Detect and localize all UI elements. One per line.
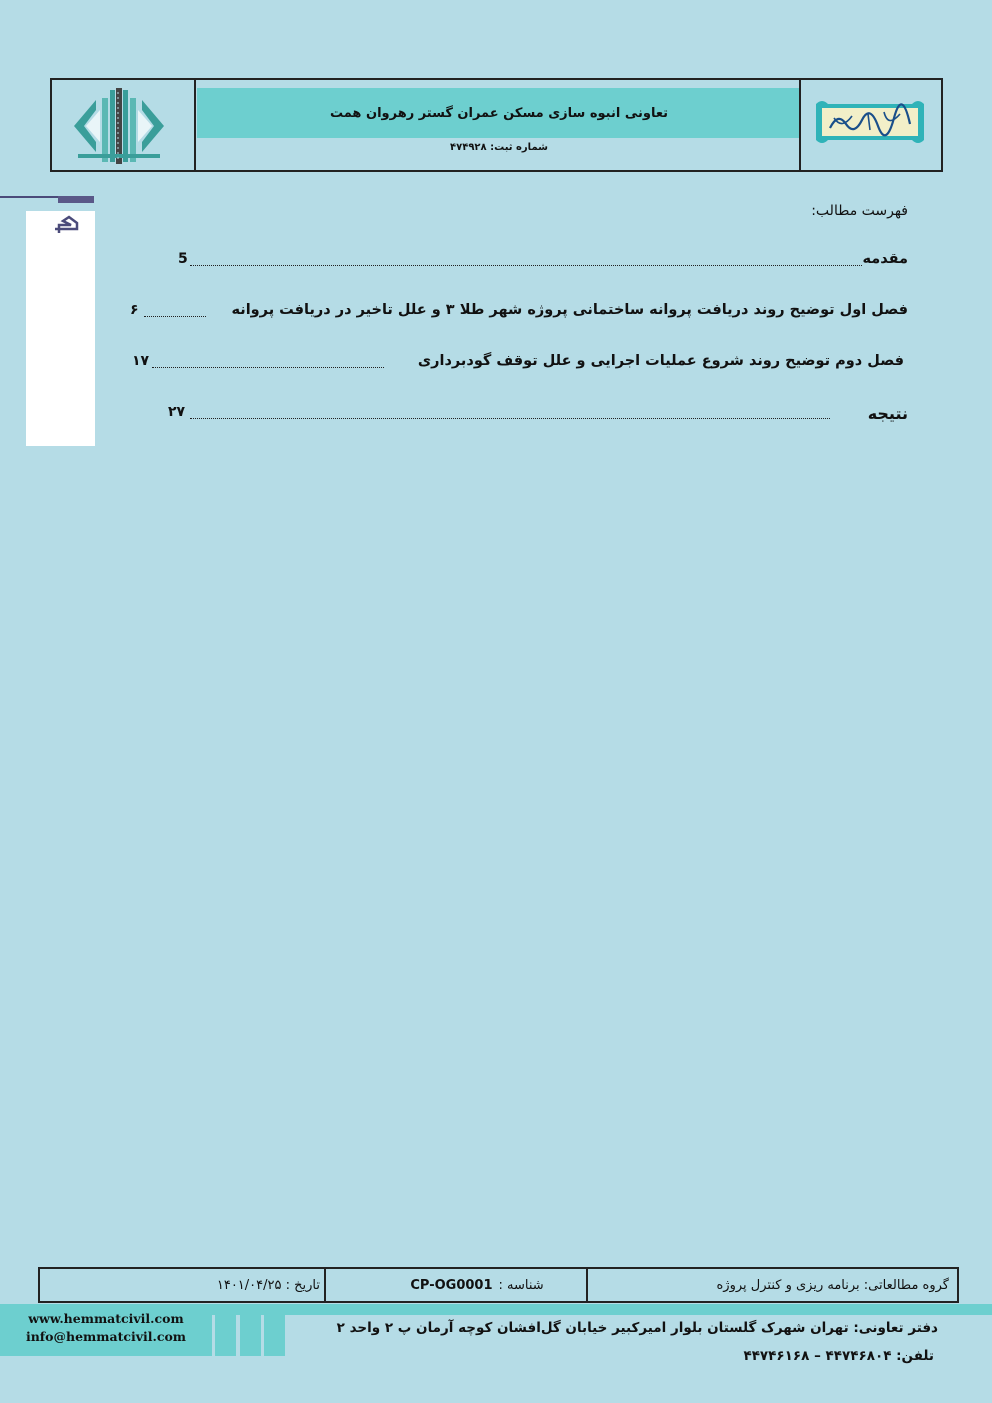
toc-leader — [144, 316, 206, 317]
website-link[interactable]: www.hemmatcivil.com — [28, 1311, 184, 1326]
company-logo-cell — [52, 80, 196, 170]
side-accent-tab — [58, 196, 94, 203]
document-id-label: شناسه : — [498, 1277, 544, 1293]
toc-heading: فهرست مطالب: — [811, 203, 908, 219]
emblem-cell — [799, 80, 941, 170]
toc-item-title: نتیجه — [867, 404, 908, 423]
footer-strip — [240, 1304, 261, 1356]
date-cell — [48, 1269, 320, 1301]
calligraphy-mark-icon — [51, 213, 83, 237]
header-title-band — [197, 88, 801, 138]
toc-item-page: ۲۷ — [168, 404, 186, 420]
toc-item-title: فصل دوم توضیح روند شروع عملیات اجرایی و علل توقف گودبرداری — [417, 353, 904, 369]
study-group: گروه مطالعاتی: برنامه ریزی و کنترل پروژه — [716, 1277, 949, 1293]
email-link[interactable]: info@hemmatcivil.com — [25, 1329, 187, 1344]
document-id-value: CP-OG0001 — [410, 1277, 493, 1293]
registration-number: شماره ثبت: ۴۷۴۹۲۸ — [450, 142, 548, 153]
document-date: تاریخ : ۱۴۰۱/۰۴/۲۵ — [216, 1277, 320, 1293]
document-id-cell — [370, 1269, 584, 1301]
toc-item-title: مقدمه — [862, 251, 908, 267]
table-divider — [586, 1269, 588, 1301]
toc-leader — [190, 418, 830, 419]
footer-strip — [215, 1304, 236, 1356]
office-address: دفتر تعاونی: تهران شهرک گلستان بلوار امیرکبیر خیابان گل‌افشان کوچه آرمان پ ۲ واحد ۲ — [336, 1320, 938, 1336]
side-panel — [26, 211, 95, 446]
toc-leader — [152, 367, 384, 368]
company-logo-icon — [72, 88, 166, 164]
page-header — [50, 78, 943, 172]
calligraphy-emblem-icon — [812, 98, 928, 146]
toc-item-page: ۱۷ — [132, 353, 150, 369]
footer-strip — [264, 1304, 285, 1356]
study-group-cell — [589, 1269, 949, 1301]
toc-item-page: 5 — [178, 251, 188, 267]
organization-title: تعاونی انبوه سازی مسکن عمران گستر رهروان همت — [329, 105, 669, 121]
contact-box — [0, 1304, 212, 1356]
table-divider — [324, 1269, 326, 1301]
footer-info-table — [38, 1267, 959, 1303]
toc-leader — [190, 265, 862, 266]
toc-item-page: ۶ — [130, 302, 139, 318]
toc-item-title: فصل اول توضیح روند دریافت پروانه ساختمانی پروژه شهر طلا ۳ و علل تاخیر در دریافت پروانه — [231, 302, 908, 318]
phone-numbers: تلفن: ۴۴۷۴۶۸۰۴ – ۴۴۷۴۶۱۶۸ — [743, 1348, 934, 1364]
